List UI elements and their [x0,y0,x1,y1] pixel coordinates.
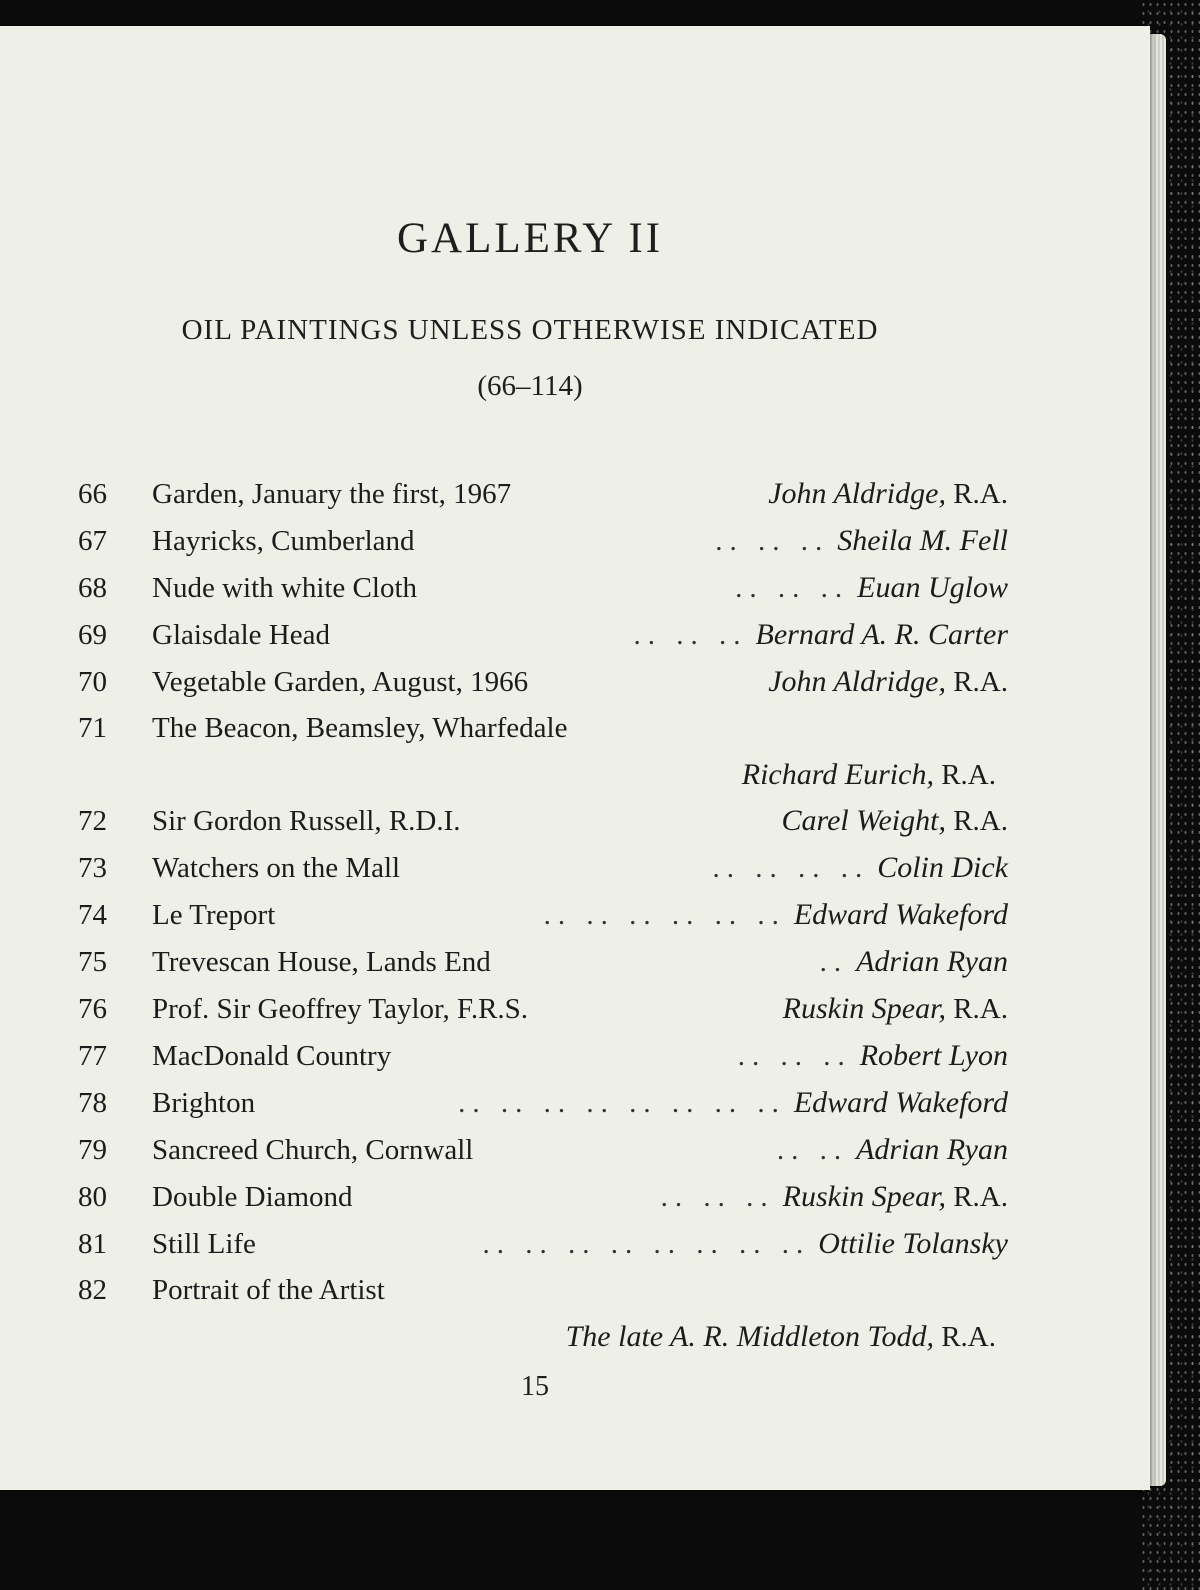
entry-honour: R.A. [941,759,996,791]
entry-number: 77 [78,1040,107,1072]
entry-leader: .. .. .. [737,1040,852,1072]
entry-leader: .. [819,946,849,978]
catalogue-entry [78,611,1008,658]
catalogue-entry [78,844,1008,891]
entry-title: Still Life [152,1228,256,1260]
entry-artist: Adrian Ryan [856,945,1008,978]
entry-artist: Euan Uglow [857,571,1008,604]
entry-artist: Bernard A. R. Carter [755,618,1008,651]
catalogue-entry [78,985,1008,1032]
entry-leader: .. .. .. [660,1181,775,1213]
entry-honour: R.A. [953,805,1008,837]
entry-honour: R.A. [953,1181,1008,1213]
entry-artist: Edward Wakeford [793,1086,1008,1119]
entry-honour: R.A. [953,666,1008,698]
entry-artist: Richard Eurich, [741,758,934,791]
entry-number: 76 [78,993,107,1025]
catalogue-list [78,470,1008,1359]
entry-title: Hayricks, Cumberland [152,525,415,557]
entry-title: Glaisdale Head [152,619,330,651]
catalogue-entry [78,1079,1008,1126]
entry-artist: Ruskin Spear, [782,992,946,1025]
entry-title: Double Diamond [152,1181,353,1213]
entry-number: 81 [78,1228,107,1260]
entry-leader: .. .. .. .. [712,852,870,884]
entry-title: Sir Gordon Russell, R.D.I. [152,805,461,837]
entry-artist: Colin Dick [877,851,1008,884]
entry-artist: The late A. R. Middleton Todd, [565,1320,934,1353]
entry-artist: John Aldridge, [768,477,946,510]
catalogue-entry [78,470,1008,517]
entry-title: Vegetable Garden, August, 1966 [152,666,529,698]
entry-title: Nude with white Cloth [152,572,418,604]
entry-title: Watchers on the Mall [152,852,401,884]
entry-title: Garden, January the first, 1967 [152,478,512,510]
catalogue-entry [78,1032,1008,1079]
entry-artist: Edward Wakeford [793,898,1008,931]
entry-leader: .. .. .. .. .. .. .. .. [458,1087,786,1119]
catalogue-range: (66–114) [477,370,583,402]
catalogue-entry [78,1173,1008,1220]
entry-artist-line [78,752,1008,797]
entry-artist: Robert Lyon [859,1039,1008,1072]
entry-honour: R.A. [953,993,1008,1025]
entry-number: 74 [78,899,107,931]
catalogue-page [0,26,1150,1490]
entry-artist: Ruskin Spear, [782,1180,946,1213]
catalogue-entry [78,938,1008,985]
entry-leader: .. .. .. [633,619,748,651]
entry-number: 79 [78,1134,107,1166]
entry-artist: Adrian Ryan [856,1133,1008,1166]
entry-title: Prof. Sir Geoffrey Taylor, F.R.S. [152,993,529,1025]
entry-artist: John Aldridge, [768,665,946,698]
entry-leader: .. .. [776,1134,849,1166]
catalogue-entry [78,1126,1008,1173]
entry-leader: .. .. .. .. .. .. [543,899,786,931]
entry-number: 69 [78,619,107,651]
entry-number: 72 [78,805,107,837]
entry-number: 71 [78,712,107,744]
entry-title: Brighton [152,1087,256,1119]
catalogue-entry [78,517,1008,564]
entry-number: 75 [78,946,107,978]
catalogue-entry [78,891,1008,938]
entry-artist: Ottilie Tolansky [818,1227,1008,1260]
entry-number: 80 [78,1181,107,1213]
catalogue-entry [78,797,1008,844]
entry-title: Sancreed Church, Cornwall [152,1134,474,1166]
entry-title: Portrait of the Artist [152,1274,385,1306]
entry-title: Trevescan House, Lands End [152,946,491,978]
entry-leader: .. .. .. [715,525,830,557]
entry-number: 73 [78,852,107,884]
entry-number: 66 [78,478,107,510]
entry-number: 67 [78,525,107,557]
entry-number: 68 [78,572,107,604]
entry-honour: R.A. [953,478,1008,510]
catalogue-entry [78,705,1008,797]
page-number: 15 [521,1371,549,1402]
entry-title: MacDonald Country [152,1040,392,1072]
catalogue-entry [78,1220,1008,1267]
catalogue-entry [78,564,1008,611]
entry-leader: .. .. .. .. .. .. .. .. [482,1228,811,1260]
entry-title: Le Treport [152,899,276,931]
entry-artist-line [78,1314,1008,1359]
entry-leader: .. .. .. [735,572,850,604]
entry-number: 82 [78,1274,107,1306]
catalogue-entry [78,1267,1008,1359]
entry-title: The Beacon, Beamsley, Wharfedale [152,712,568,744]
entry-number: 70 [78,666,107,698]
catalogue-entry [78,658,1008,705]
entry-honour: R.A. [941,1321,996,1353]
gallery-subtitle: OIL PAINTINGS UNLESS OTHERWISE INDICATED [181,314,879,346]
entry-artist: Carel Weight, [781,804,946,837]
gallery-title: GALLERY II [396,215,664,262]
entry-artist: Sheila M. Fell [837,524,1008,557]
entry-number: 78 [78,1087,107,1119]
